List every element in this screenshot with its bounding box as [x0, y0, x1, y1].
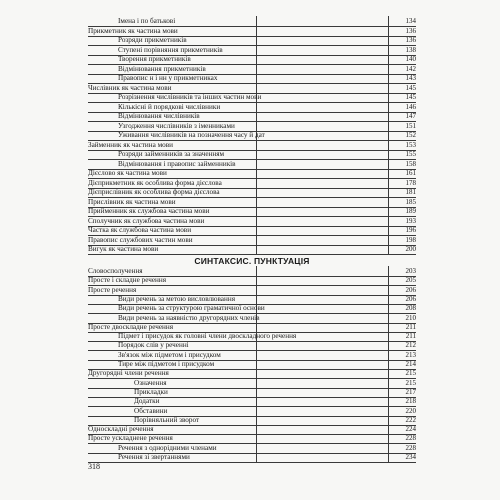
toc-entry-title: Імена і по батькові — [118, 17, 176, 25]
toc-entry-page: 152 — [405, 131, 416, 139]
toc-entry-title: Прислівник як частина мови — [88, 197, 176, 206]
toc-entry-title: Тире між підметом і присудком — [118, 360, 215, 368]
toc-entry-page: 212 — [405, 341, 416, 350]
toc-entry-title: Правопис службових частин мови — [88, 235, 193, 244]
toc-entry-title: Сполучник як службова частина мови — [88, 216, 205, 225]
toc-entry-title: Частка як службова частина мови — [88, 226, 192, 234]
toc-entry — [88, 452, 416, 463]
toc-entry-title: Підмет і присудок як головні члени двоскладного речення — [118, 332, 297, 341]
toc-entry-title: Односкладні речення — [88, 425, 154, 434]
toc-entry — [88, 244, 416, 255]
toc-entry-title: Розряди прикметників — [118, 36, 187, 44]
toc-entry-page: 234 — [405, 453, 416, 461]
toc-entry-page: 140 — [405, 55, 416, 63]
toc-entry-page: 222 — [405, 415, 416, 424]
toc-entry-title: Творення прикметників — [118, 55, 191, 63]
toc-entry-page: 147 — [405, 112, 416, 120]
toc-entry-title: Кількісні й порядкові числівники — [118, 102, 221, 111]
toc-entry-title: Словосполучення — [88, 267, 143, 275]
toc-entry-title: Займенник як частина мови — [88, 140, 173, 149]
toc-entry-title: Обставини — [134, 406, 168, 415]
toc-entry-page: 178 — [405, 178, 416, 187]
toc-entry-title: Прикметник як частина мови — [88, 26, 178, 35]
toc-entry-page: 142 — [405, 64, 416, 73]
toc-entry-page: 185 — [405, 197, 416, 206]
section-heading: СИНТАКСИС. ПУНКТУАЦІЯ — [194, 256, 310, 266]
toc-entry-title: Другорядні члени речення — [88, 369, 169, 378]
toc-entry-page: 220 — [405, 406, 416, 415]
toc-entry-page: 205 — [405, 276, 416, 285]
toc-entry-page: 136 — [405, 36, 416, 44]
toc-entry-title: Додатки — [134, 397, 160, 406]
toc-entry-page: 145 — [405, 83, 416, 92]
toc-entry-page: 134 — [405, 17, 416, 25]
toc-entry-title: Узгодження числівників з іменниками — [118, 121, 235, 130]
toc-entry-title: Просте ускладнене речення — [88, 434, 173, 443]
toc-entry-title: Означення — [134, 378, 167, 387]
toc-entry-page: 217 — [405, 387, 416, 396]
toc-entry-page: 224 — [405, 425, 416, 434]
toc-entry-page: 198 — [405, 235, 416, 244]
toc-entry-page: 136 — [405, 26, 416, 35]
toc-entry-title: Уживання числівників на позначення часу й дат — [118, 131, 265, 139]
toc-entry-page: 200 — [405, 245, 416, 253]
toc-entry-title: Дієприслівник як особлива форма дієслова — [88, 188, 220, 196]
toc-entry-title: Просте речення — [88, 285, 137, 294]
toc-entry-title: Ступені порівняння прикметників — [118, 45, 223, 54]
toc-entry-page: 189 — [405, 207, 416, 215]
toc-entry-title: Види речень за метою висловлювання — [118, 294, 235, 303]
toc-entry-title: Вигук як частина мови — [88, 245, 159, 253]
toc-entry-page: 145 — [405, 93, 416, 101]
toc-entry-title: Відмінювання прикметників — [118, 64, 206, 73]
toc-entry-title: Порядок слів у реченні — [118, 341, 189, 350]
toc-entry-page: 214 — [405, 360, 416, 368]
toc-entry-page: 215 — [405, 378, 416, 387]
toc-entry-title: Зв'язок між підметом і присудком — [118, 350, 221, 359]
toc-entry-page: 181 — [405, 188, 416, 196]
toc-entry-title: Порівняльний зворот — [134, 415, 200, 424]
toc-entry-title: Відмінювання і правопис займенників — [118, 159, 236, 168]
toc-entry-page: 203 — [405, 267, 416, 275]
toc-entry-title: Дієслово як частина мови — [88, 169, 167, 177]
toc-entry-title: Числівник як частина мови — [88, 83, 172, 92]
toc-entry-page: 210 — [405, 313, 416, 322]
toc-entry-title: Види речень за наявністю другорядних членів — [118, 313, 260, 322]
toc-entry-page: 138 — [405, 45, 416, 54]
toc-entry-title: Розряди займенників за значенням — [118, 150, 225, 158]
toc-entry-page: 146 — [405, 102, 416, 111]
toc-entry-title: Правопис н і нн у прикметниках — [118, 74, 218, 82]
toc-entry-page: 218 — [405, 397, 416, 406]
toc-entry-page: 228 — [405, 434, 416, 443]
toc-entry-page: 153 — [405, 140, 416, 149]
toc-entry-page: 208 — [405, 304, 416, 313]
toc-entry-page: 211 — [405, 332, 416, 341]
toc-entry-title: Просте і складне речення — [88, 276, 167, 285]
toc-entry-page: 206 — [405, 294, 416, 303]
page-number: 318 — [88, 462, 100, 471]
toc-entry-title: Розрізнення числівників та інших частин мови — [118, 93, 262, 101]
toc-entry-title: Види речень за структурою граматичної основи — [118, 304, 265, 313]
toc-part-morphology — [88, 16, 416, 254]
toc-entry-page: 211 — [405, 322, 416, 331]
toc-entry-page: 143 — [405, 74, 416, 82]
toc-entry-page: 161 — [405, 169, 416, 177]
toc-entry-title: Речення зі звертаннями — [118, 453, 190, 461]
toc-entry-title: Просте двоскладне речення — [88, 322, 174, 331]
toc-entry-page: 228 — [405, 443, 416, 452]
toc-entry-title: Дієприкметник як особлива форма дієслова — [88, 178, 222, 187]
toc-entry-title: Прийменник як службова частина мови — [88, 207, 210, 215]
toc-entry-page: 155 — [405, 150, 416, 158]
toc-part-syntax — [88, 266, 416, 462]
toc-entry-title: Прикладки — [134, 387, 168, 396]
toc-entry-page: 158 — [405, 159, 416, 168]
toc-entry-page: 215 — [405, 369, 416, 378]
toc-entry-page: 196 — [405, 226, 416, 234]
toc-entry-title: Речення з однорідними членами — [118, 443, 217, 452]
toc-entry-page: 193 — [405, 216, 416, 225]
toc-entry-page: 213 — [405, 350, 416, 359]
toc-entry-title: Відмінювання числівників — [118, 112, 200, 120]
toc-entry-page: 151 — [405, 121, 416, 130]
toc-entry-page: 206 — [405, 285, 416, 294]
